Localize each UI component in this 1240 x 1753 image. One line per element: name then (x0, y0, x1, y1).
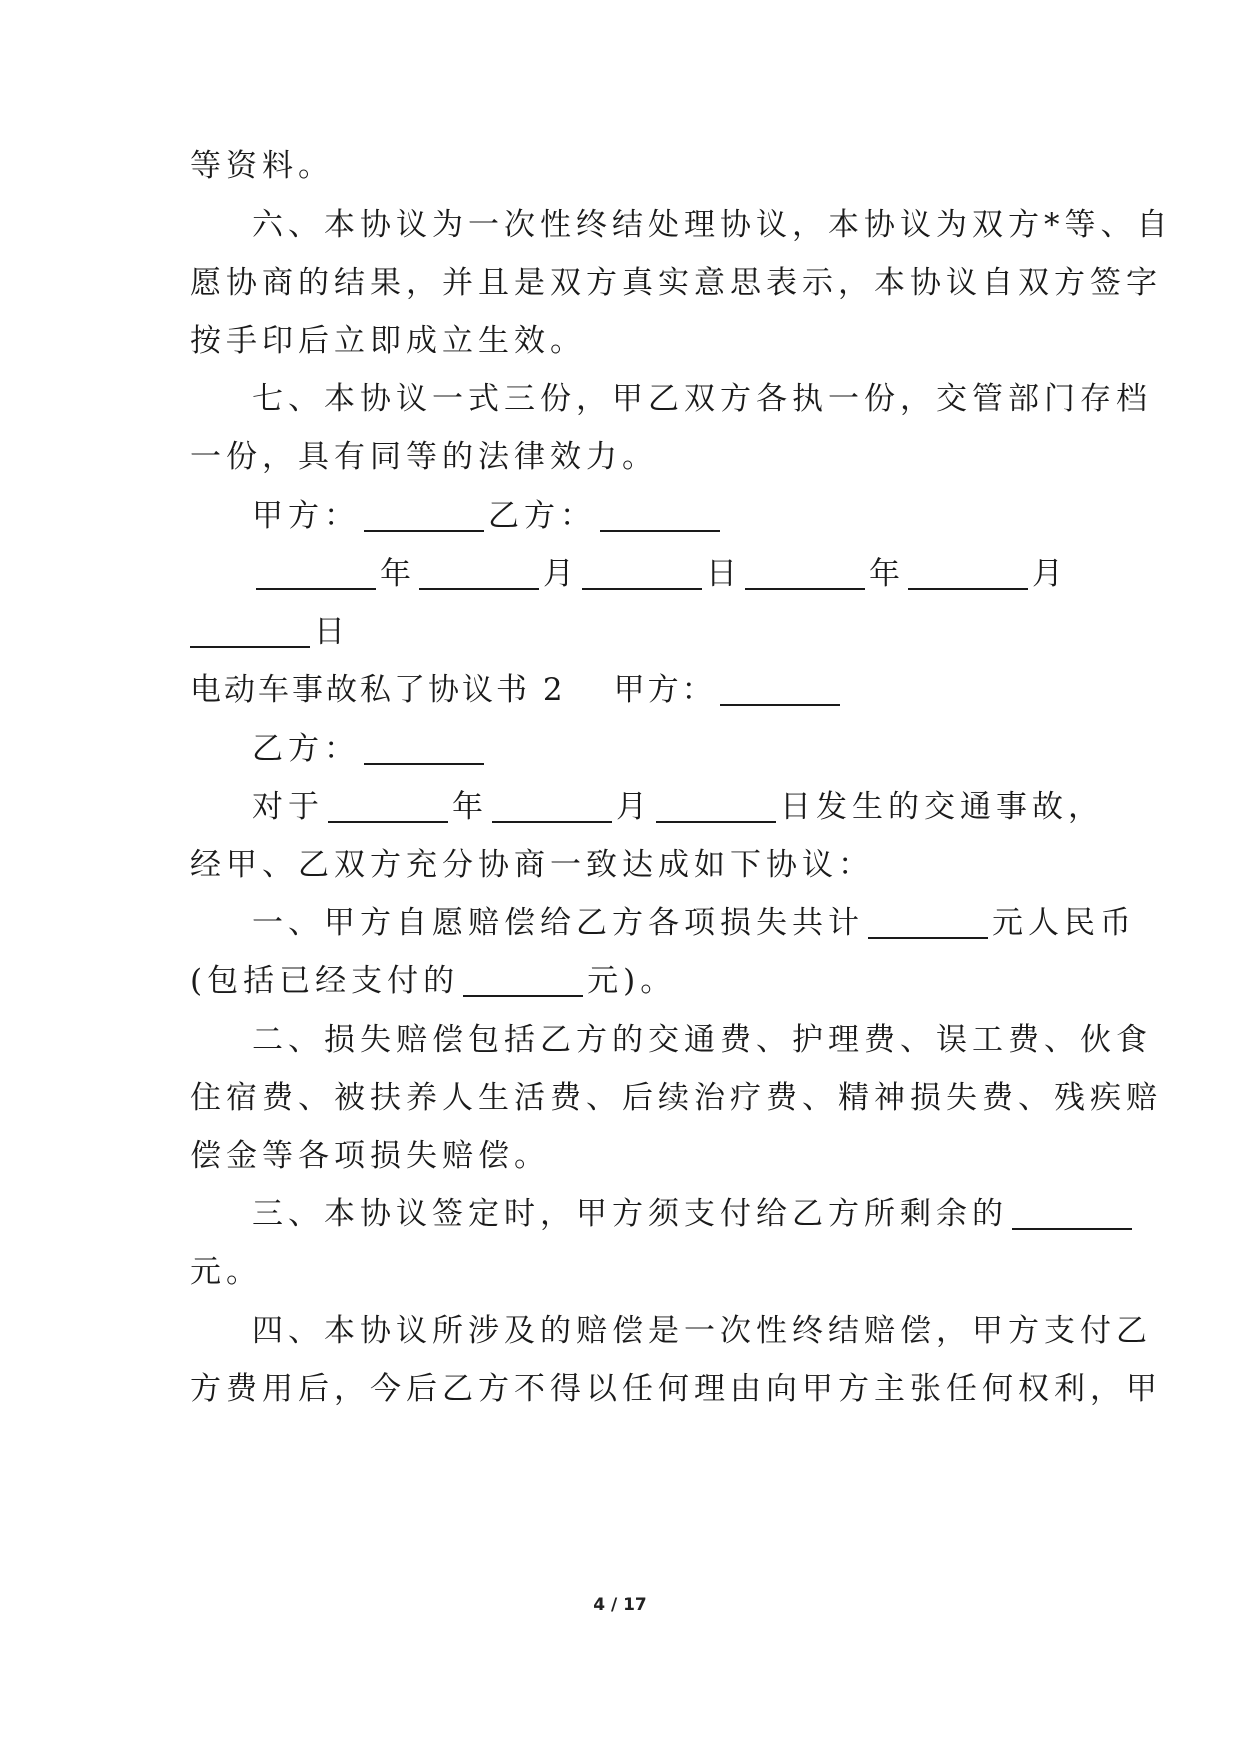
clause-1-unit: 元人民币 (992, 905, 1136, 941)
intro-year-blank[interactable] (328, 821, 448, 823)
doc2-clause-1-line-1 (252, 903, 1136, 943)
day-blank[interactable] (190, 646, 310, 648)
paragraph-line: 等资料。 (190, 148, 334, 184)
clause-7-line-1: 七、本协议一式三份，甲乙双方各执一份，交管部门存档 (252, 381, 1152, 417)
year-label: 年 (380, 556, 415, 592)
clause-1-text: 一、甲方自愿赔偿给乙方各项损失共计 (252, 905, 864, 941)
clause-1-paid-blank[interactable] (463, 995, 583, 997)
intro-rest-text: 日发生的交通事故， (780, 789, 1104, 825)
party-a-label: 甲方： (252, 498, 360, 534)
party-b-blank[interactable] (600, 530, 720, 532)
doc2-clause-4-line-1: 四、本协议所涉及的赔偿是一次性终结赔偿，甲方支付乙 (252, 1313, 1152, 1349)
clause-1-paid-text: (包括已经支付的 (190, 963, 460, 999)
month-label: 月 (1032, 556, 1067, 592)
day-label: 日 (706, 556, 741, 592)
party-b-label: 乙方： (488, 498, 596, 534)
date-line-2 (190, 612, 1050, 652)
year-blank[interactable] (256, 588, 376, 590)
doc2-party-b-line (252, 729, 1050, 769)
intro-month-blank[interactable] (492, 821, 612, 823)
clause-7-line-2: 一份，具有同等的法律效力。 (190, 439, 658, 475)
clause-1-amount-blank[interactable] (868, 937, 988, 939)
party-a-blank[interactable] (364, 530, 484, 532)
doc2-party-b-label: 乙方： (252, 731, 360, 767)
month-label: 月 (543, 556, 578, 592)
intro-day-blank[interactable] (656, 821, 776, 823)
clause-6-line-3: 按手印后立即成立生效。 (190, 323, 586, 359)
clause-6-line-1: 六、本协议为一次性终结处理协议，本协议为双方*等、自 (252, 207, 1173, 243)
date-line (252, 554, 1067, 594)
intro-month-label: 月 (616, 789, 652, 825)
doc2-title-line (190, 670, 1050, 710)
doc2-party-a-blank[interactable] (720, 704, 840, 706)
doc2-clause-4-line-2: 方费用后，今后乙方不得以任何理由向甲方主张任何权利，甲 (190, 1371, 1162, 1407)
clause-6-line-2: 愿协商的结果，并且是双方真实意思表示，本协议自双方签字 (190, 265, 1162, 301)
doc2-clause-3-line-2: 元。 (190, 1254, 262, 1290)
clause-3-text: 三、本协议签定时，甲方须支付给乙方所剩余的 (252, 1196, 1008, 1232)
month-blank[interactable] (908, 588, 1028, 590)
doc2-intro-line-1 (252, 787, 1104, 827)
intro-text: 对于 (252, 789, 324, 825)
year-blank[interactable] (745, 588, 865, 590)
doc2-clause-3-line-1 (252, 1194, 1050, 1234)
doc2-party-b-blank[interactable] (364, 763, 484, 765)
month-blank[interactable] (419, 588, 539, 590)
clause-1-paid-unit: 元)。 (587, 963, 677, 999)
doc2-party-a-label: 甲方： (613, 672, 716, 708)
year-label: 年 (869, 556, 904, 592)
doc2-clause-1-line-2 (190, 961, 1050, 1001)
page-number: 4 / 17 (593, 1595, 647, 1615)
doc2-clause-2-line-1: 二、损失赔偿包括乙方的交通费、护理费、误工费、伙食 (252, 1022, 1152, 1058)
day-blank[interactable] (582, 588, 702, 590)
intro-year-label: 年 (452, 789, 488, 825)
doc2-title: 电动车事故私了协议书 2 (190, 672, 566, 708)
doc2-intro-line-2: 经甲、乙双方充分协商一致达成如下协议： (190, 847, 874, 883)
signature-line (252, 496, 1050, 536)
doc2-clause-2-line-2: 住宿费、被扶养人生活费、后续治疗费、精神损失费、残疾赔 (190, 1080, 1162, 1116)
day-label: 日 (314, 614, 350, 650)
clause-3-amount-blank[interactable] (1012, 1228, 1132, 1230)
doc2-clause-2-line-3: 偿金等各项损失赔偿。 (190, 1138, 550, 1174)
